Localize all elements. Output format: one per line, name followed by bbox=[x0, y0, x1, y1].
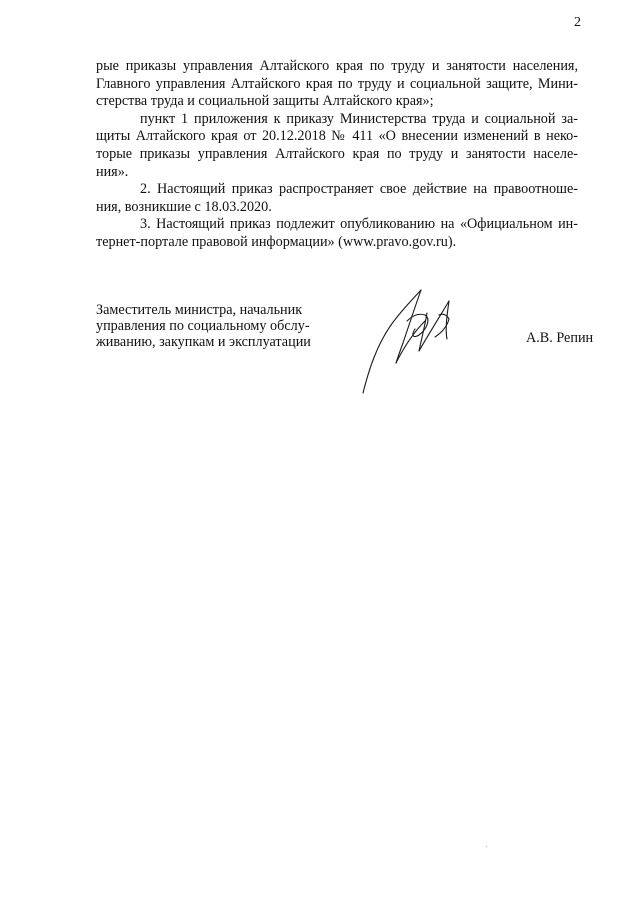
body-line: ния, возникшие с 18.03.2020. bbox=[96, 198, 272, 215]
body-line: ния». bbox=[96, 163, 129, 180]
body-line: рые приказы управления Алтайского края по труду и занятости населения, bbox=[96, 58, 578, 74]
body-line: Главного управления Алтайского края по труду и социальной защите, Мини- bbox=[96, 75, 578, 92]
body-line: торые приказы управления Алтайского края по труду и занятости населе- bbox=[96, 145, 578, 162]
page-number: 2 bbox=[574, 15, 581, 30]
body-line: 2. Настоящий приказ распространяет свое действие на правоотноше- bbox=[140, 181, 578, 198]
position-line: управления по социальному обслу- bbox=[96, 318, 310, 334]
body-line: 3. Настоящий приказ подлежит опубликованию на «Официальном ин- bbox=[140, 216, 578, 233]
signatory-position bbox=[96, 302, 356, 350]
position-line: живанию, закупкам и эксплуатации bbox=[96, 334, 311, 350]
body-line: пункт 1 приложения к приказу Министерства труда и социальной за- bbox=[140, 110, 578, 127]
document-body bbox=[96, 58, 578, 252]
scan-speck bbox=[486, 846, 487, 847]
body-line: щиты Алтайского края от 20.12.2018 № 411 «О внесении изменений в неко- bbox=[96, 128, 578, 145]
position-line: Заместитель министра, начальник bbox=[96, 302, 303, 318]
body-line: тернет-портале правовой информации» (www.pravo.gov.ru). bbox=[96, 233, 457, 250]
handwritten-signature bbox=[355, 285, 465, 400]
body-line: стерства труда и социальной защиты Алтайского края»; bbox=[96, 93, 434, 110]
signer-name: А.В. Репин bbox=[526, 330, 594, 346]
